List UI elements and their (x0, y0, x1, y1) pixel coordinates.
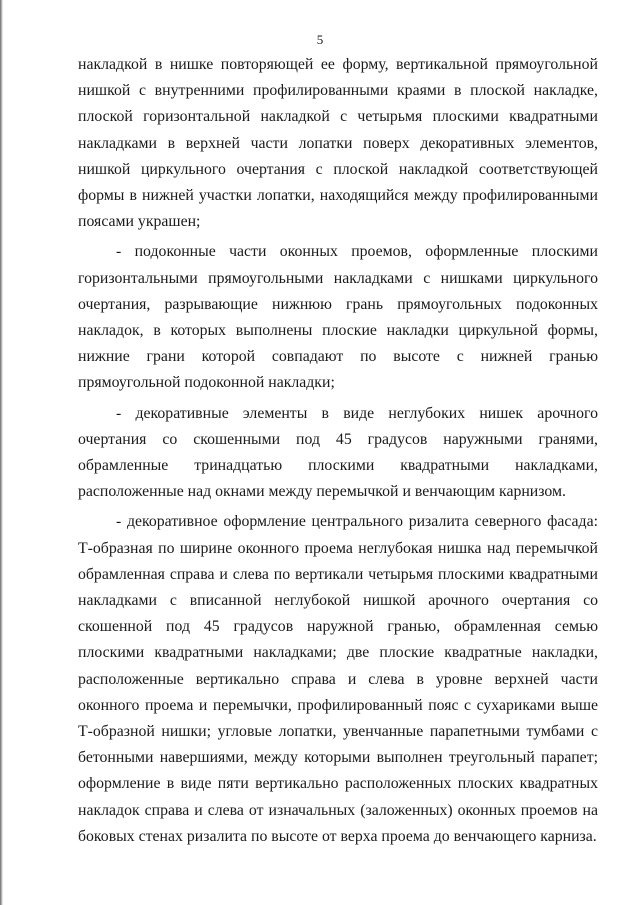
paragraph-continuation: накладкой в нишке повторяющей ее форму, вертикальной прямоугольной нишкой с внутренними профилированными краями в плоской накладке, плоской горизонтальной накладкой с четырьмя плоскими квадратными накладками в верхней части лопатки поверх декоративных элементов, нишкой циркульного очертания с плоской накладкой соответствующей формы в нижней участки лопатки, находящийся между профилированными поясами украшен; (78, 56, 598, 231)
document-body (78, 52, 598, 854)
page-left-edge (0, 0, 3, 905)
paragraph-window-sill: - подоконные части оконных проемов, оформленные плоскими горизонтальными прямоугольными накладками с нишками циркульного очертания, разрывающие нижнюю грань прямоугольных подоконных накладок, в которых выполнены плоские накладки циркульной формы, нижние грани которой совпадают по высоте с нижней гранью прямоугольной подоконной накладки; (78, 243, 598, 392)
paragraph-arched-niches: - декоративные элементы в виде неглубоких нишек арочного очертания со скошенными под 45 градусов наружными гранями, обрамленные тринадцатью плоскими квадратными накладками, расположенные над окнами между перемычкой и венчающим карнизом. (78, 404, 598, 501)
page-number: 5 (316, 32, 324, 47)
paragraph-central-risalit: - декоративное оформление центрального ризалита северного фасада: Т-образная по ширине оконного проема неглубокая нишка над перемычкой обрамленная справа и слева по вертикали четырьмя плоскими квадратными накладками с вписанной неглубокой нишкой арочного очертания со скошенной под 45 градусов наружной гранью, обрамленная семью плоскими квадратными накладками; две плоские квадратные накладки, расположенные вертикально справа и слева в уровне верхней части оконного проема и перемычки, профилированный пояс с сухариками выше Т-образной нишки; угловые лопатки, увенчанные парапетными тумбами с бетонными навершиями, между которыми выполнен треугольный парапет; оформление в виде пяти вертикально расположенных плоских квадратных накладок справа и слева от изначальных (заложенных) оконных проемов на боковых стенах ризалита по высоте от верха проема до венчающего карниза. (78, 513, 598, 845)
